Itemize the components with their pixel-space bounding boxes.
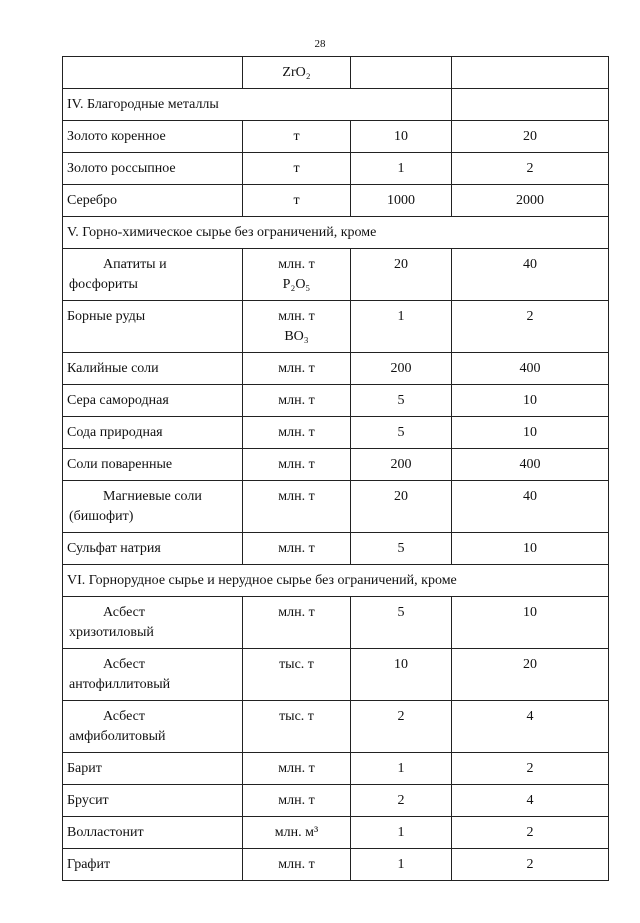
mineral-name: Сульфат натрия <box>63 533 243 565</box>
value-cell-1 <box>351 57 452 89</box>
mineral-name <box>63 701 243 753</box>
value-cell-2 <box>452 89 609 121</box>
mineral-name-line2: антофиллитовый <box>69 677 171 692</box>
value-cell-1: 1 <box>351 817 452 849</box>
value-cell-1: 1 <box>351 849 452 881</box>
mineral-name-line2: хризотиловый <box>69 625 154 640</box>
value-cell-2: 20 <box>452 649 609 701</box>
table-row <box>63 817 609 849</box>
unit-cell: млн. т <box>243 449 351 481</box>
unit-line2: P₂O₅ <box>282 277 311 292</box>
mineral-name: Сера самородная <box>63 385 243 417</box>
unit-cell: млн. т <box>243 385 351 417</box>
unit-line2: BO₃ <box>284 329 309 344</box>
mineral-name <box>63 597 243 649</box>
mineral-name: Сода природная <box>63 417 243 449</box>
mineral-name: Борные руды <box>63 301 243 353</box>
value-cell-2: 10 <box>452 417 609 449</box>
mineral-name-line1: Апатиты и <box>103 257 167 272</box>
mineral-name: Барит <box>63 753 243 785</box>
unit-cell: тыс. т <box>243 701 351 753</box>
value-cell-1: 5 <box>351 417 452 449</box>
value-cell-2: 2 <box>452 817 609 849</box>
value-cell-2: 40 <box>452 481 609 533</box>
unit-cell <box>243 249 351 301</box>
unit-line1: млн. т <box>278 257 315 272</box>
unit-cell: млн. т <box>243 481 351 533</box>
name-cell <box>63 57 243 89</box>
value-cell-1: 200 <box>351 449 452 481</box>
section-heading-row <box>63 565 609 597</box>
value-cell-2: 2 <box>452 849 609 881</box>
table-row <box>63 57 609 89</box>
mineral-name: Золото россыпное <box>63 153 243 185</box>
value-cell-1: 20 <box>351 249 452 301</box>
table-row <box>63 849 609 881</box>
value-cell-2: 2 <box>452 153 609 185</box>
table-row <box>63 249 609 301</box>
mineral-name: Калийные соли <box>63 353 243 385</box>
value-cell-2: 10 <box>452 597 609 649</box>
mineral-name <box>63 649 243 701</box>
value-cell-1: 5 <box>351 385 452 417</box>
section-heading: V. Горно-химическое сырье без ограничений, кроме <box>63 217 609 249</box>
mineral-name-line1: Асбест <box>103 657 145 672</box>
value-cell-2 <box>452 57 609 89</box>
unit-cell <box>243 301 351 353</box>
value-cell-1: 1 <box>351 153 452 185</box>
mineral-name-line2: фосфориты <box>69 277 138 292</box>
value-cell-1: 10 <box>351 121 452 153</box>
unit-cell: млн. м³ <box>243 817 351 849</box>
mineral-name <box>63 481 243 533</box>
mineral-name-line2: амфиболитовый <box>69 729 166 744</box>
mineral-name: Волластонит <box>63 817 243 849</box>
value-cell-1: 1 <box>351 753 452 785</box>
table-row <box>63 701 609 753</box>
mineral-name-line1: Асбест <box>103 709 145 724</box>
value-cell-1: 2 <box>351 785 452 817</box>
table-row <box>63 417 609 449</box>
unit-cell: т <box>243 185 351 217</box>
value-cell-2: 2 <box>452 301 609 353</box>
table-row <box>63 153 609 185</box>
table-row <box>63 597 609 649</box>
section-heading: IV. Благородные металлы <box>63 89 452 121</box>
unit-cell: млн. т <box>243 597 351 649</box>
table-row <box>63 785 609 817</box>
value-cell-1: 5 <box>351 533 452 565</box>
mineral-name: Графит <box>63 849 243 881</box>
unit-cell: тыс. т <box>243 649 351 701</box>
value-cell-1: 20 <box>351 481 452 533</box>
value-cell-2: 2 <box>452 753 609 785</box>
table-row <box>63 481 609 533</box>
value-cell-1: 1000 <box>351 185 452 217</box>
mineral-name-line2: (бишофит) <box>69 509 134 524</box>
value-cell-2: 40 <box>452 249 609 301</box>
section-heading: VI. Горнорудное сырье и нерудное сырье без ограничений, кроме <box>63 565 609 597</box>
value-cell-1: 1 <box>351 301 452 353</box>
value-cell-2: 2000 <box>452 185 609 217</box>
value-cell-2: 10 <box>452 533 609 565</box>
value-cell-1: 200 <box>351 353 452 385</box>
table-row <box>63 449 609 481</box>
unit-cell: т <box>243 121 351 153</box>
table-row <box>63 301 609 353</box>
value-cell-2: 10 <box>452 385 609 417</box>
section-heading-row <box>63 89 609 121</box>
unit-cell: млн. т <box>243 753 351 785</box>
table-row <box>63 753 609 785</box>
mineral-name <box>63 249 243 301</box>
mineral-name-line1: Асбест <box>103 605 145 620</box>
value-cell-1: 10 <box>351 649 452 701</box>
value-cell-2: 400 <box>452 449 609 481</box>
value-cell-2: 4 <box>452 701 609 753</box>
unit-cell: млн. т <box>243 849 351 881</box>
value-cell-2: 20 <box>452 121 609 153</box>
unit-line1: млн. т <box>278 309 315 324</box>
value-cell-2: 4 <box>452 785 609 817</box>
table-row <box>63 385 609 417</box>
value-cell-2: 400 <box>452 353 609 385</box>
mineral-name: Соли поваренные <box>63 449 243 481</box>
mineral-name: Серебро <box>63 185 243 217</box>
table-row <box>63 121 609 153</box>
table-row <box>63 353 609 385</box>
mineral-name-line1: Магниевые соли <box>103 489 202 504</box>
mineral-name: Золото коренное <box>63 121 243 153</box>
unit-cell: млн. т <box>243 417 351 449</box>
unit-cell: млн. т <box>243 533 351 565</box>
unit-cell: млн. т <box>243 353 351 385</box>
unit-cell: млн. т <box>243 785 351 817</box>
mineral-name: Брусит <box>63 785 243 817</box>
minerals-threshold-table <box>62 56 609 881</box>
page-number: 28 <box>314 38 326 50</box>
value-cell-1: 5 <box>351 597 452 649</box>
unit-cell: ZrO₂ <box>243 57 351 89</box>
unit-cell: т <box>243 153 351 185</box>
value-cell-1: 2 <box>351 701 452 753</box>
table-row <box>63 185 609 217</box>
section-heading-row <box>63 217 609 249</box>
table-row <box>63 649 609 701</box>
table-row <box>63 533 609 565</box>
